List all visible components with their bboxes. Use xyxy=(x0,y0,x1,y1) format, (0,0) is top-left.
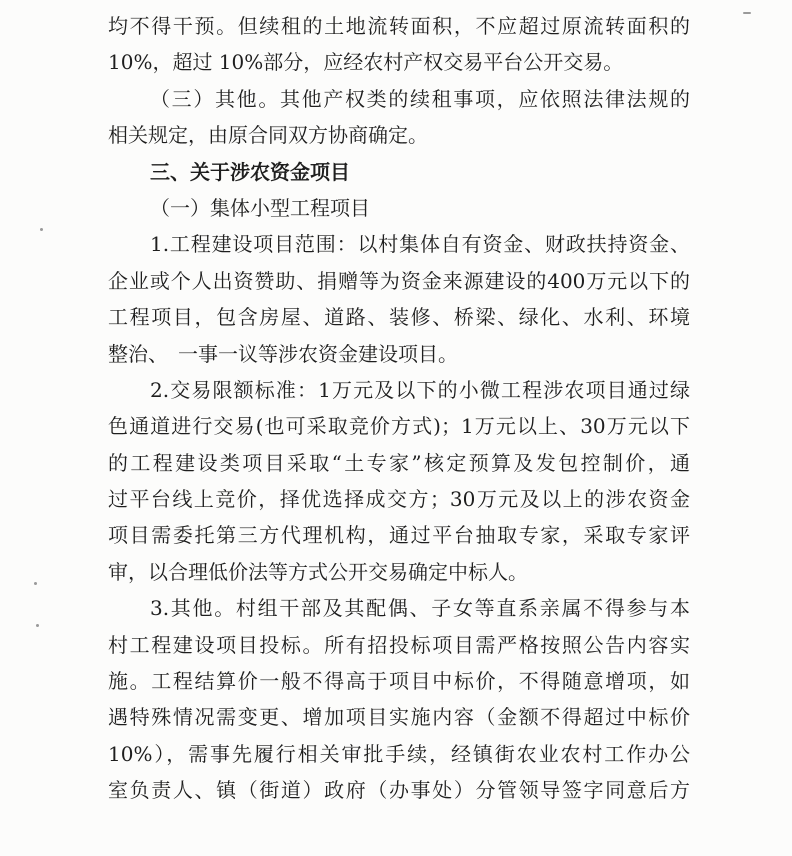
paragraph-line: 色通道进行交易(也可采取竞价方式)；1万元以上、30万元以下 xyxy=(108,414,690,439)
subsection-heading: （一）集体小型工程项目 xyxy=(150,195,370,220)
paragraph-line: 项目需委托第三方代理机构，通过平台抽取专家，采取专家评 xyxy=(108,523,690,548)
paragraph-line: 2.交易限额标准：1万元及以下的小微工程涉农项目通过绿 xyxy=(150,377,690,402)
paragraph-line: （三）其他。其他产权类的续租事项，应依照法律法规的 xyxy=(150,86,690,111)
scan-speck xyxy=(36,624,39,627)
paragraph-line: 10%），需事先履行相关审批手续，经镇街农业农村工作办公 xyxy=(108,741,690,766)
paragraph-line: 过平台线上竞价，择优选择成交方；30万元及以上的涉农资金 xyxy=(108,487,690,512)
paragraph-line: 均不得干预。但续租的土地流转面积，不应超过原流转面积的 xyxy=(108,14,690,38)
scan-speck xyxy=(743,12,751,14)
paragraph-line: 相关规定，由原合同双方协商确定。 xyxy=(108,123,428,148)
paragraph-line: 1.工程建设项目范围：以村集体自有资金、财政扶持资金、 xyxy=(150,232,690,257)
paragraph-line: 工程项目，包含房屋、道路、装修、桥梁、绿化、水利、环境 xyxy=(108,305,690,330)
paragraph-line: 企业或个人出资赞助、捐赠等为资金来源建设的400万元以下的 xyxy=(108,268,690,293)
paragraph-line: 3.其他。村组干部及其配偶、子女等直系亲属不得参与本 xyxy=(150,596,690,621)
paragraph-line: 审，以合理低价法等方式公开交易确定中标人。 xyxy=(108,559,528,584)
paragraph-line: 的工程建设类项目采取“土专家”核定预算及发包控制价，通 xyxy=(108,450,690,475)
section-heading: 三、关于涉农资金项目 xyxy=(150,159,350,184)
scan-speck xyxy=(40,228,43,231)
paragraph-line: 10%，超过 10%部分，应经农村产权交易平台公开交易。 xyxy=(108,50,624,75)
scan-speck xyxy=(34,582,37,585)
document-body xyxy=(108,8,690,809)
paragraph-line: 整治、 一事一议等涉农资金建设项目。 xyxy=(108,341,458,366)
paragraph-line: 室负责人、镇（街道）政府（办事处）分管领导签字同意后方 xyxy=(108,778,690,803)
paragraph-line: 村工程建设项目投标。所有招投标项目需严格按照公告内容实 xyxy=(108,632,690,657)
paragraph-line: 遇特殊情况需变更、增加项目实施内容（金额不得超过中标价 xyxy=(108,705,690,730)
paragraph-line: 施。工程结算价一般不得高于项目中标价，不得随意增项，如 xyxy=(108,669,690,694)
